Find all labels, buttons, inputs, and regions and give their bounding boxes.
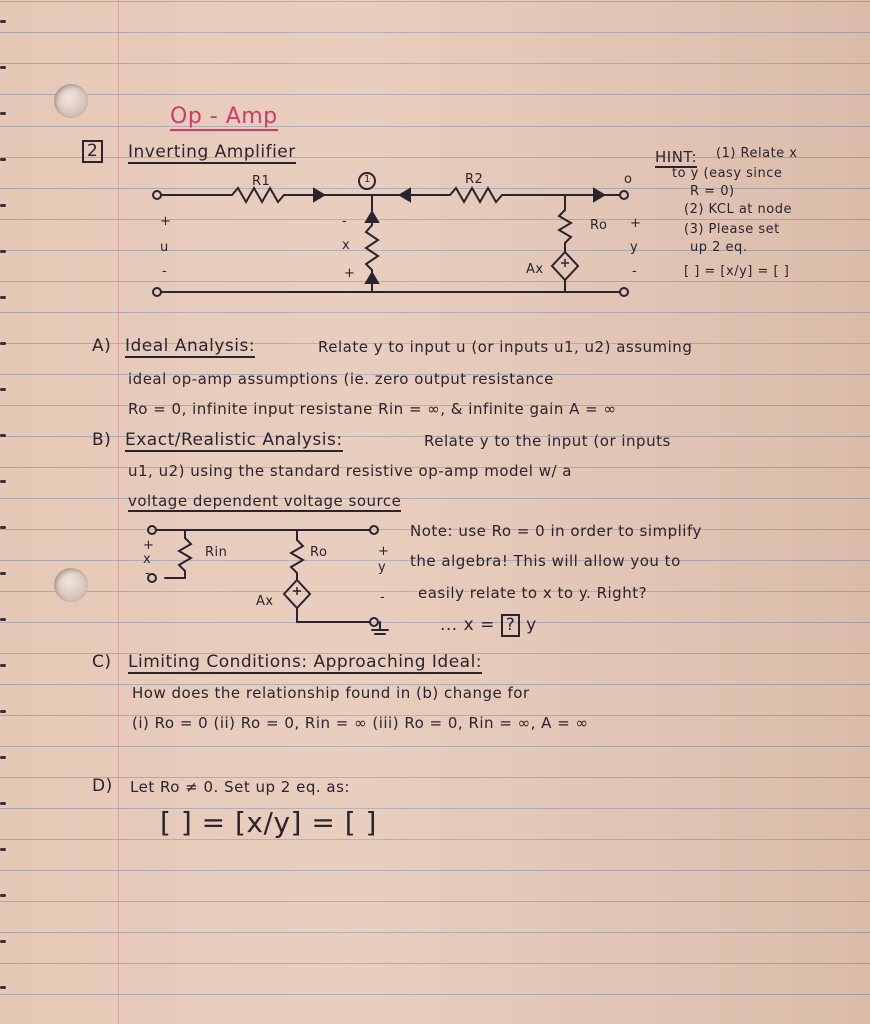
section-c-label: C) — [92, 652, 112, 672]
section-b-label: B) — [92, 430, 112, 450]
section-a-line-1: Relate y to input u (or inputs u1, u2) assuming — [318, 338, 693, 356]
u-label: u — [160, 240, 169, 255]
x-plus-label: + — [344, 266, 356, 281]
section-b-line-1: Relate y to the input (or inputs — [424, 432, 671, 450]
section-c-line-1: How does the relationship found in (b) change for — [132, 684, 530, 702]
note-line-1: Note: use Ro = 0 in order to simplify — [410, 522, 702, 540]
page-title: Op - Amp — [170, 104, 278, 129]
note-result — [440, 614, 537, 637]
y-label: y — [630, 240, 639, 255]
u-plus-label: + — [160, 214, 172, 229]
x-label: x — [342, 238, 351, 253]
u-minus-label: - — [162, 264, 168, 279]
section-b-line-3: voltage dependent voltage source — [128, 492, 402, 510]
hint-heading: HINT: — [655, 148, 697, 166]
note-line-3: easily relate to x to y. Right? — [418, 584, 648, 602]
c2-y-plus-label: + — [378, 544, 390, 559]
c2-ax-label: Ax — [256, 594, 274, 609]
section-a-line-3: Ro = 0, infinite input resistane Rin = ∞, & infinite gain A = ∞ — [128, 400, 617, 418]
c2-y-label: y — [378, 560, 387, 575]
c2-x-minus-label: - — [145, 566, 151, 581]
section-d-text: Let Ro ≠ 0. Set up 2 eq. as: — [130, 778, 350, 796]
note-result-prefix: ... x = — [440, 615, 495, 635]
section-a-line-2: ideal op-amp assumptions (ie. zero output resistance — [128, 370, 554, 388]
section-d-matrix: [ ] = [x/y] = [ ] — [160, 806, 377, 839]
hint-line-4: (2) KCL at node — [684, 202, 792, 217]
note-result-suffix: y — [526, 615, 537, 635]
ax-label: Ax — [526, 262, 544, 277]
hint-line-6: up 2 eq. — [690, 240, 748, 255]
c2-x-plus-label: + — [143, 538, 155, 553]
section-a-heading: Ideal Analysis: — [125, 336, 256, 356]
node-1-label: 1 — [364, 174, 371, 185]
c2-x-label: x — [143, 552, 152, 567]
section-c-heading: Limiting Conditions: Approaching Ideal: — [128, 652, 483, 672]
y-minus-label: - — [632, 264, 638, 279]
problem-number: 2 — [82, 140, 103, 163]
hint-line-5: (3) Please set — [684, 222, 780, 237]
open-node-label: o — [624, 172, 633, 187]
rin-label: Rin — [205, 545, 228, 560]
c2-ro-label: Ro — [310, 545, 328, 560]
problem-title: Inverting Amplifier — [128, 142, 296, 162]
x-minus-label: - — [342, 214, 348, 229]
hint-line-1: (1) Relate x — [716, 146, 798, 161]
c2-y-minus-label: - — [380, 590, 386, 605]
section-b-heading: Exact/Realistic Analysis: — [125, 430, 343, 450]
y-plus-label: + — [630, 216, 642, 231]
hint-line-3: R = 0) — [690, 184, 735, 199]
ro-label: Ro — [590, 218, 608, 233]
r2-label: R2 — [465, 172, 484, 187]
note-result-box: ? — [501, 614, 521, 637]
section-d-label: D) — [92, 776, 113, 796]
r1-label: R1 — [252, 174, 271, 189]
section-b-line-2: u1, u2) using the standard resistive op-amp model w/ a — [128, 462, 572, 480]
hint-line-2: to y (easy since — [672, 166, 783, 181]
hint-line-7: [ ] = [x/y] = [ ] — [684, 264, 790, 279]
section-a-label: A) — [92, 336, 112, 356]
note-line-2: the algebra! This will allow you to — [410, 552, 681, 570]
section-c-line-2: (i) Ro = 0 (ii) Ro = 0, Rin = ∞ (iii) Ro = 0, Rin = ∞, A = ∞ — [132, 714, 589, 732]
